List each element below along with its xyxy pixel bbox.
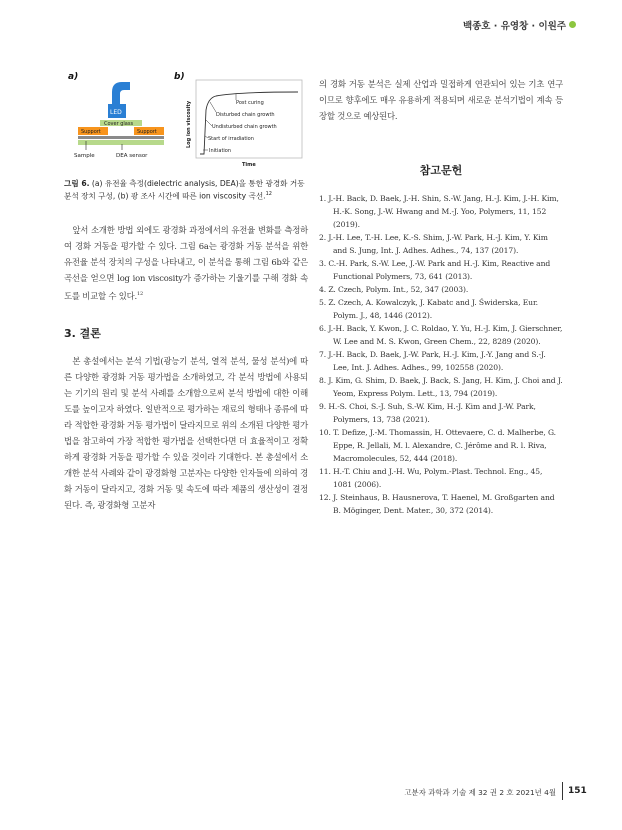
annotation-disturbed: Disturbed chain growth — [216, 112, 275, 118]
figure-caption-label: 그림 6. — [64, 179, 90, 188]
header-bullet-icon — [569, 21, 576, 28]
reference-item: 3. C.-H. Park, S.-W. Lee, J.-W. Park and H.-J. Kim, Reactive and Functional Polymers, 73, 641 (2013). — [319, 259, 551, 281]
figure-6 — [64, 70, 308, 172]
ion-viscosity-curve — [176, 70, 308, 172]
support-left-label: Support — [81, 129, 101, 135]
reference-item: 7. J.-H. Back, D. Baek, J.-W. Park, H.-J. Kim, J.-Y. Jang and S.-J. Lee, Int. J. Adhes. Adhes., 99, 102558 (2020). — [319, 350, 546, 372]
sample-label: Sample — [74, 153, 95, 159]
sensor-label: DEA sensor — [116, 153, 148, 159]
x-axis-label: Time — [242, 162, 256, 168]
annotation-start-irradiation: Start of irradiation — [208, 136, 254, 142]
support-right-label: Support — [137, 129, 157, 135]
y-axis-label: Log ion viscosity — [186, 100, 192, 148]
reference-list — [319, 192, 563, 517]
reference-item: 1. J.-H. Back, D. Baek, J.-H. Shin, S.-W. Jang, H.-J. Kim, J.-H. Kim, H.-K. Song, J.-W. Hwang and M.-J. Yoo, Polymers, 11, 152 (2019). — [319, 194, 559, 229]
cover-glass-label: Cover glass — [104, 121, 134, 127]
footer-journal-info: 고분자 과학과 기술 제 32 권 2 호 2021년 4월 — [404, 788, 556, 797]
figure-caption-ref: 12 — [265, 191, 272, 197]
annotation-undisturbed: Undisturbed chain growth — [212, 124, 277, 130]
sample-layer — [78, 136, 164, 139]
reference-item: 11. H.-T. Chiu and J.-H. Wu, Polym.-Plast. Technol. Eng., 45, 1081 (2006). — [319, 467, 543, 489]
footer-divider — [562, 782, 563, 800]
annotation-initiation: Initiation — [209, 148, 232, 154]
light-guide-shape — [112, 82, 130, 106]
reference-item: 8. J. Kim, G. Shim, D. Baek, J. Back, S. Jang, H. Kim, J. Choi and J. Yeom, Express Polym. Lett., 13, 794 (2019). — [319, 376, 563, 398]
dea-setup-diagram — [64, 70, 174, 172]
left-column — [64, 70, 308, 513]
reference-item: 2. J.-H. Lee, T.-H. Lee, K.-S. Shim, J.-W. Park, H.-J. Kim, Y. Kim and S. Jung, Int. J. Adhes. Adhes., 74, 137 (2017). — [319, 233, 548, 255]
paragraph-dielectric: 앞서 소개한 방법 외에도 광경화 과정에서의 유전율 변화를 측정하여 경화 거동을 평가할 수 있다. 그림 6a는 광경화 거동 분석을 위한 유전율 분석 장치의 구성을 나타내고, 이 분석을 통해 그림 6b와 같은 곡선을 얻으면 log ion viscosity가 증가하는 기울기를 구해 경화 속도를 비교할 수 있다.$^{12}$ — [64, 224, 308, 301]
reference-item: 12. J. Steinhaus, B. Hausnerova, T. Haenel, M. Großgarten and B. Möginger, Dent. Mater., 30, 372 (2014). — [319, 493, 555, 515]
paragraph-conclusion: 본 총설에서는 분석 기법(광능기 분석, 열적 분석, 물성 분석)에 따른 다양한 광경화 거동 평가법을 소개하였고, 각 분석 방법에 사용되는 기기의 원리 및 분석 사례를 소개함으로써 분석 방법에 대한 이해도를 높이고자 하였다. 일반적으로 평가하는 재료의 형태나 종류에 따라 적합한 광경화 거동 평가법이 달라지므로 위의 소개된 다양한 평가법을 참고하여 가장 적합한 평가법을 선택한다면 더 효율적이고 정확하게 광경화 거동을 평가할 수 있을 것이라 기대한다. 본 총설에서 소개한 분석 사례와 같이 광경화형 고분자는 다양한 인자들에 의하여 경화 거동이 달라지고, 경화 거동 및 속도에 따라 제품의 생산성이 결정된다. 즉, 광경화형 고분자 — [64, 356, 308, 511]
right-column — [319, 76, 563, 517]
reference-item: 5. Z. Czech, A. Kowalczyk, J. Kabatc and J. Świderska, Eur. Polym. J., 48, 1446 (2012). — [319, 298, 538, 320]
reference-item: 10. T. Defize, J.-M. Thomassin, H. Ottevaere, C. d. Malherbe, G. Eppe, R. Jellali, M. l. Alexandre, C. Jérôme and R. l. Riva, Macromolecules, 52, 444 (2018). — [319, 428, 556, 463]
section-title-conclusion: 3. 결론 — [64, 327, 101, 341]
figure-caption — [64, 178, 308, 202]
running-header-authors: 백종호 · 유영창 · 이원주 — [462, 21, 566, 32]
references-heading: 참고문헌 — [419, 164, 463, 177]
figure-caption-text: (a) 유전율 측정(dielectric analysis, DEA)을 통한 광경화 거동 분석 장치 구성, (b) 광 조사 시간에 따른 ion viscosity 곡선. — [64, 179, 305, 201]
reference-item: 4. Z. Czech, Polym. Int., 52, 347 (2003). — [319, 285, 469, 294]
figure-label-a: a) — [68, 72, 79, 82]
reference-item: 9. H.-S. Choi, S.-J. Suh, S.-W. Kim, H.-J. Kim and J.-W. Park, Polymers, 13, 738 (2021). — [319, 402, 536, 424]
paragraph-continued: 의 경화 거동 분석은 실제 산업과 밀접하게 연관되어 있는 기초 연구이므로 향후에도 매우 유용하게 적용되며 새로운 분석기법이 계속 등장할 것으로 예상된다. — [319, 79, 563, 121]
sensor-layer — [78, 140, 164, 145]
reference-item: 6. J.-H. Back, Y. Kwon, J. C. Roldao, Y. Yu, H.-J. Kim, J. Gierschner, W. Lee and M. S. Kwon, Green Chem., 22, 8289 (2020). — [319, 324, 563, 346]
led-label: LED — [110, 109, 122, 116]
citation-12: 12 — [136, 290, 143, 297]
page-number: 151 — [568, 786, 587, 796]
figure-label-b: b) — [174, 72, 185, 82]
annotation-post-curing: Post curing — [236, 100, 264, 106]
